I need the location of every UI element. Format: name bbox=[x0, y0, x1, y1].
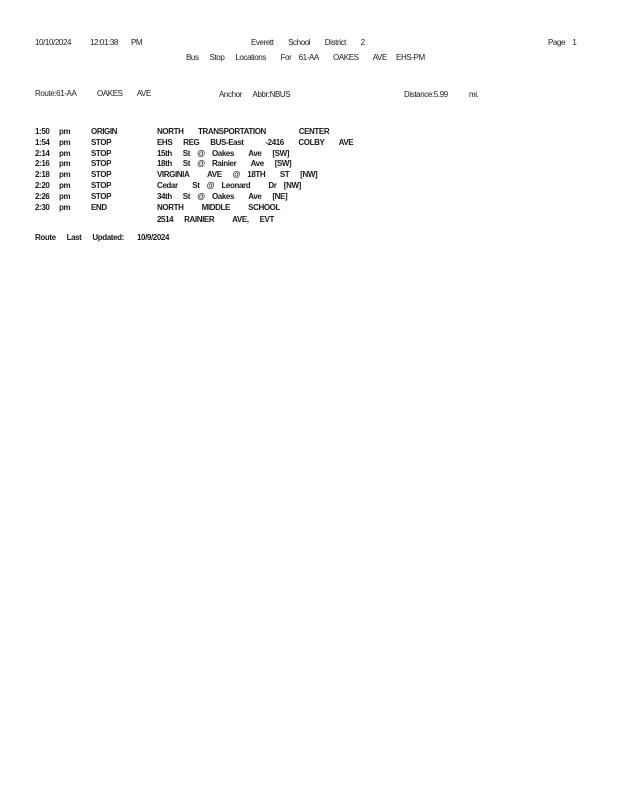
stop-time: 1:54 bbox=[35, 138, 50, 147]
route-name: OAKES AVE bbox=[97, 89, 151, 98]
stop-location: EHS REG BUS-East -2416 COLBY AVE bbox=[157, 138, 354, 147]
stop-ampm: pm bbox=[59, 170, 71, 179]
stop-location: Cedar St @ Leonard Dr [NW] bbox=[157, 181, 301, 190]
stop-ampm: pm bbox=[59, 138, 71, 147]
report-date: 10/10/2024 bbox=[35, 38, 72, 47]
stop-location: 18th St @ Rainier Ave [SW] bbox=[157, 159, 292, 168]
stop-type: STOP bbox=[91, 170, 112, 179]
stop-type: STOP bbox=[91, 138, 112, 147]
route-distance: Distance:5.99 bbox=[404, 90, 448, 99]
stop-location: 15th St @ Oakes Ave [SW] bbox=[157, 149, 290, 158]
stop-time: 2:14 bbox=[35, 149, 50, 158]
stop-type: STOP bbox=[91, 159, 112, 168]
route-updated-label: Route Last Updated: bbox=[35, 233, 124, 242]
report-time: 12:01:38 bbox=[90, 38, 118, 47]
stop-ampm: pm bbox=[59, 127, 71, 136]
stop-type: STOP bbox=[91, 181, 112, 190]
distance-unit: mi. bbox=[469, 90, 479, 99]
stop-ampm: pm bbox=[59, 159, 71, 168]
stop-ampm: pm bbox=[59, 203, 71, 212]
stop-time: 2:16 bbox=[35, 159, 50, 168]
end-address: 2514 RAINIER AVE, EVT bbox=[157, 215, 274, 224]
report-subtitle: Bus Stop Locations For 61-AA OAKES AVE EHS-PM bbox=[186, 53, 425, 62]
stop-ampm: pm bbox=[59, 192, 71, 201]
stop-location: 34th St @ Oakes Ave [NE] bbox=[157, 192, 288, 201]
stop-time: 2:26 bbox=[35, 192, 50, 201]
stop-type: END bbox=[91, 203, 107, 212]
stop-time: 2:30 bbox=[35, 203, 50, 212]
district-title: Everett School District 2 bbox=[251, 38, 365, 47]
stop-time: 1:50 bbox=[35, 127, 50, 136]
route-id: Route:61-AA bbox=[35, 89, 77, 98]
stop-time: 2:20 bbox=[35, 181, 50, 190]
stop-type: ORIGIN bbox=[91, 127, 118, 136]
stop-location: NORTH MIDDLE SCHOOL bbox=[157, 203, 280, 212]
route-updated-date: 10/9/2024 bbox=[137, 233, 169, 242]
stop-location: NORTH TRANSPORTATION CENTER bbox=[157, 127, 330, 136]
stop-type: STOP bbox=[91, 149, 112, 158]
stop-ampm: pm bbox=[59, 181, 71, 190]
stop-type: STOP bbox=[91, 192, 112, 201]
stop-location: VIRGINIA AVE @ 18TH ST [NW] bbox=[157, 170, 318, 179]
page-number: Page 1 bbox=[548, 38, 577, 47]
stop-ampm: pm bbox=[59, 149, 71, 158]
report-ampm: PM bbox=[131, 38, 143, 47]
route-anchor: Anchor Abbr:NBUS bbox=[219, 90, 291, 99]
stop-time: 2:18 bbox=[35, 170, 50, 179]
